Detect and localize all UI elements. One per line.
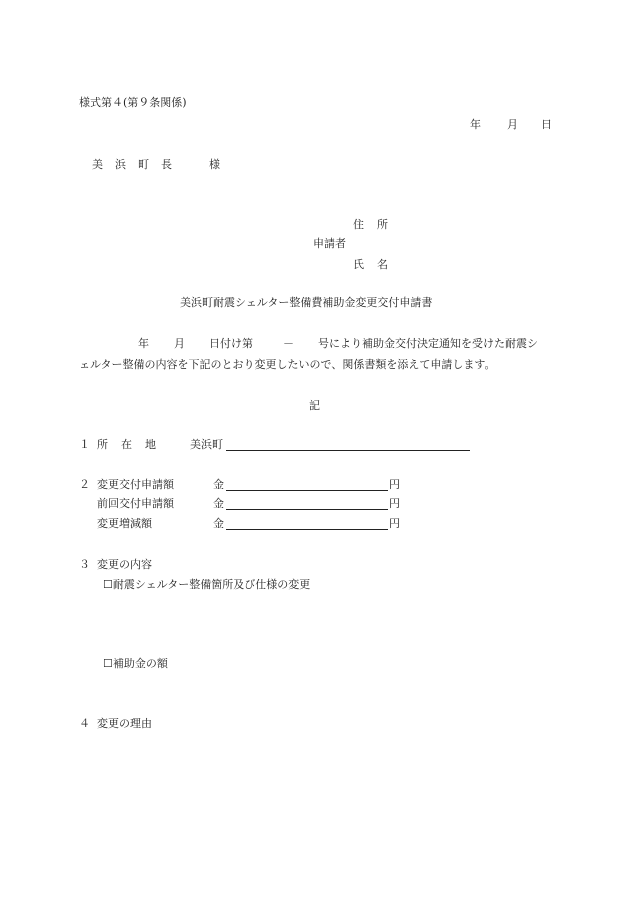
applicant-label: 申請者 (313, 237, 346, 250)
item-number: ４ (79, 717, 90, 730)
date-year-label: 年 (470, 118, 481, 131)
applicant-address-char: 所 (377, 218, 388, 231)
applicant-name-char: 氏 (353, 258, 364, 271)
applicant-name-char: 名 (377, 258, 388, 271)
item-label: 変更の内容 (97, 558, 152, 571)
location-input-line[interactable] (226, 439, 470, 451)
amount-row-label: 変更増減額 (97, 517, 152, 530)
form-number: 様式第４(第９条関係) (79, 96, 187, 109)
amount-row-label: 変更交付申請額 (97, 478, 174, 491)
amount-currency: 金 (213, 517, 224, 530)
body-line1-rest: 号により補助金交付決定通知を受けた耐震シ (318, 337, 538, 350)
amount-unit: 円 (389, 478, 400, 491)
option-label: 耐震シェルター整備箇所及び仕様の変更 (112, 578, 311, 591)
option-shelter-spec[interactable] (103, 579, 310, 590)
amount-unit: 円 (389, 497, 400, 510)
body-month: 月 (174, 337, 185, 350)
checkbox-icon[interactable]: ☐ (103, 578, 113, 591)
date-day-label: 日 (541, 118, 552, 131)
item-label-char: 地 (145, 438, 156, 451)
addressee-char: 美 (92, 158, 103, 171)
item-number: １ (79, 438, 90, 451)
body-year: 年 (138, 337, 149, 350)
item-label-char: 在 (121, 438, 132, 451)
option-subsidy-amount[interactable] (103, 658, 168, 669)
body-dated-no: 日付け第 (209, 337, 253, 350)
amount-currency: 金 (213, 497, 224, 510)
date-month-label: 月 (507, 118, 518, 131)
addressee-char: 浜 (115, 158, 126, 171)
addressee-char: 町 (138, 158, 149, 171)
document-title: 美浜町耐震シェルター整備費補助金変更交付申請書 (180, 296, 433, 309)
amount-row-label: 前回交付申請額 (97, 497, 174, 510)
item-number: ３ (79, 558, 90, 571)
addressee-honorific: 様 (209, 158, 220, 171)
location-prefix: 美浜町 (190, 438, 223, 451)
amount-input-line[interactable] (226, 498, 388, 510)
applicant-address-char: 住 (353, 218, 364, 231)
amount-unit: 円 (389, 517, 400, 530)
item-label: 変更の理由 (97, 717, 152, 730)
amount-input-line[interactable] (226, 518, 388, 530)
item-label-char: 所 (97, 438, 108, 451)
amount-input-line[interactable] (226, 479, 388, 491)
checkbox-icon[interactable]: ☐ (103, 657, 113, 670)
ki-heading: 記 (309, 399, 320, 412)
body-dash: － (283, 337, 294, 350)
amount-currency: 金 (213, 478, 224, 491)
option-label: 補助金の額 (112, 657, 168, 670)
addressee-char: 長 (161, 158, 172, 171)
body-line2: ェルター整備の内容を下記のとおり変更したいので、関係書類を添えて申請します。 (79, 358, 496, 371)
item-number: ２ (79, 478, 90, 491)
